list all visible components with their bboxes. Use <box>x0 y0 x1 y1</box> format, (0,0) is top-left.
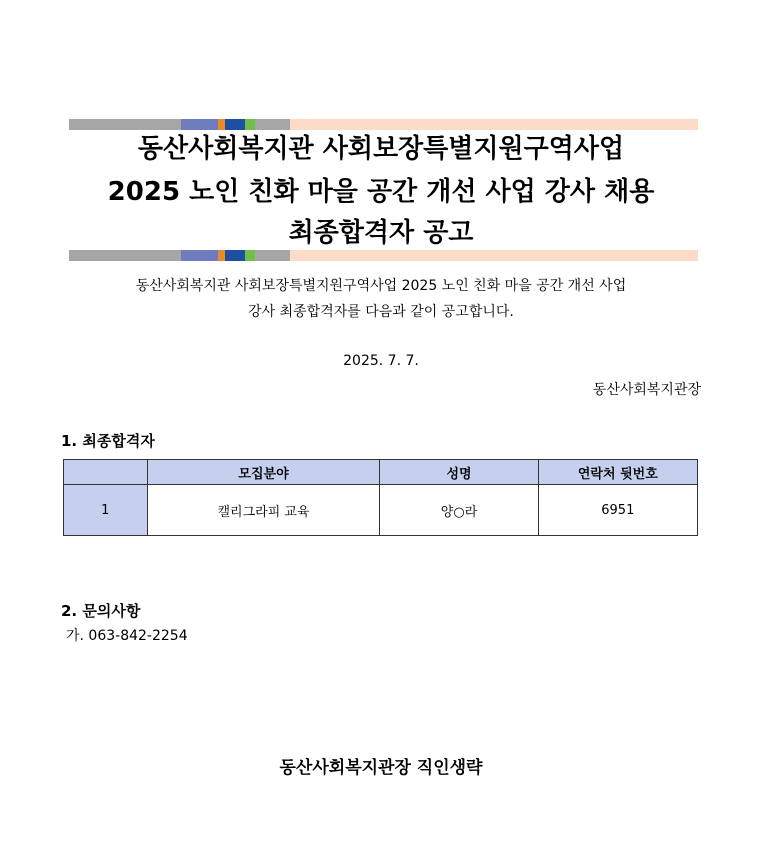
table-row <box>64 485 698 536</box>
title-top-decorative-bar <box>69 119 698 130</box>
final-candidates-table <box>63 459 698 536</box>
table-cell-name: 양○라 <box>380 485 538 536</box>
table-header-contact: 연락처 뒷번호 <box>538 460 697 485</box>
table-header-name: 성명 <box>380 460 538 485</box>
announcement-date: 2025. 7. 7. <box>343 353 419 369</box>
title-bottom-decorative-bar <box>69 250 698 261</box>
table-header-field: 모집분야 <box>147 460 380 485</box>
issuer-name: 동산사회복지관장 <box>592 382 701 398</box>
table-header-number <box>64 460 148 485</box>
table-cell-number: 1 <box>64 485 148 536</box>
table-header-row <box>64 460 698 485</box>
intro-text-line-2: 강사 최종합격자를 다음과 같이 공고합니다. <box>248 304 514 320</box>
table-cell-contact: 6951 <box>538 485 697 536</box>
intro-text-line-1: 동산사회복지관 사회보장특별지원구역사업 2025 노인 친화 마을 공간 개선 사업 <box>135 278 627 294</box>
page-title-line-1: 동산사회복지관 사회보장특별지원구역사업 <box>137 134 625 164</box>
section-heading-inquiries: 2. 문의사항 <box>61 602 141 620</box>
section-heading-final-candidates: 1. 최종합격자 <box>61 432 155 450</box>
footer-seal-omitted-note: 동산사회복지관장 직인생략 <box>279 758 483 778</box>
page-title-line-2: 2025 노인 친화 마을 공간 개선 사업 강사 채용 <box>107 177 655 207</box>
contact-phone: 가. 063-842-2254 <box>66 628 188 644</box>
table-cell-field: 캘리그라피 교육 <box>147 485 380 536</box>
page-title-line-3: 최종합격자 공고 <box>288 218 474 248</box>
